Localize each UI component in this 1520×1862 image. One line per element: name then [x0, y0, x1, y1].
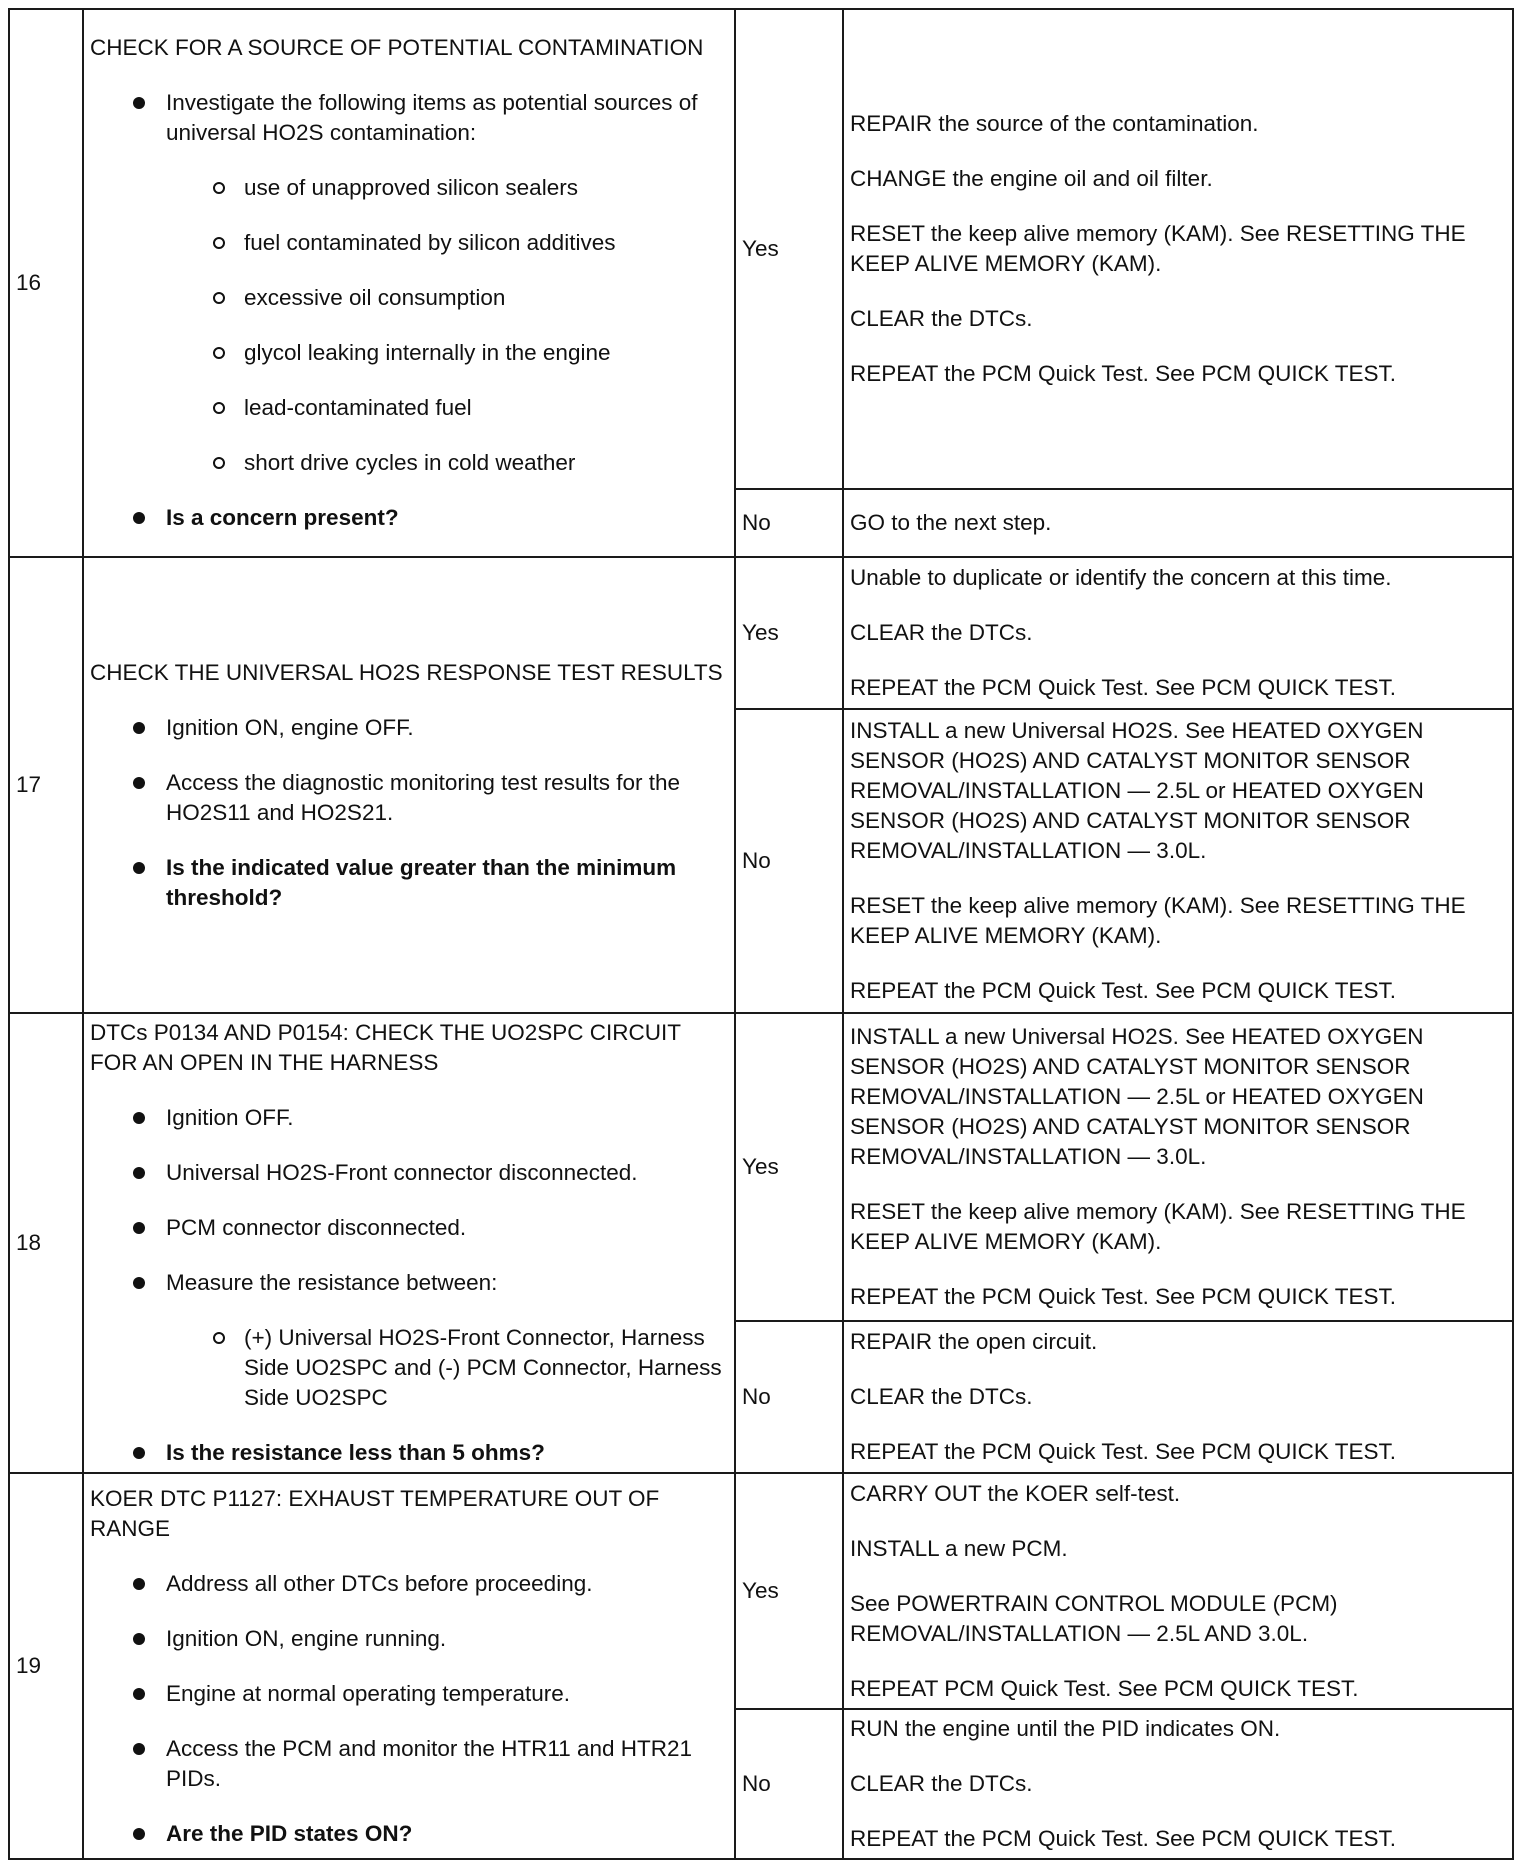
action-text: REPAIR the source of the contamination. — [850, 111, 1259, 136]
step-question: Is a concern present? — [166, 503, 728, 533]
answer-yes: Yes — [735, 9, 843, 489]
step-19-conditions — [83, 1473, 735, 1859]
action-text: REPEAT the PCM Quick Test. See PCM QUICK TEST. — [850, 1439, 1396, 1464]
action-text: Unable to duplicate or identify the concern at this time. — [850, 565, 1392, 590]
action-text: CLEAR the DTCs. — [850, 620, 1033, 645]
action-text: RESET the keep alive memory (KAM). See RESETTING THE KEEP ALIVE MEMORY (KAM). — [850, 893, 1466, 948]
step-title: CHECK FOR A SOURCE OF POTENTIAL CONTAMINATION — [90, 35, 704, 60]
action-text: CLEAR the DTCs. — [850, 306, 1033, 331]
step-title: CHECK THE UNIVERSAL HO2S RESPONSE TEST RESULTS — [90, 659, 723, 685]
action-text: REPEAT the PCM Quick Test. See PCM QUICK TEST. — [850, 675, 1396, 700]
yes-actions — [843, 1473, 1513, 1709]
step-16-conditions — [83, 9, 735, 557]
step-number: 16 — [9, 9, 83, 557]
step-16-yes-row — [9, 9, 1513, 489]
sub-item: use of unapproved silicon sealers — [244, 173, 728, 203]
step-18-yes-row — [9, 1013, 1513, 1321]
answer-no: No — [735, 709, 843, 1013]
bullet-item: Access the diagnostic monitoring test results for the HO2S11 and HO2S21. — [166, 768, 728, 828]
action-text: INSTALL a new Universal HO2S. See HEATED OXYGEN SENSOR (HO2S) AND CATALYST MONITOR SENSOR REMOVAL/INSTALLATION — 2.5L or HEATED OXYGEN SENSOR (HO2S) AND CATALYST MONITOR SENSOR REMOVAL/INSTALLATION — 3.0L. — [850, 718, 1424, 863]
step-title: DTCs P0134 AND P0154: CHECK THE UO2SPC CIRCUIT FOR AN OPEN IN THE HARNESS — [90, 1020, 681, 1075]
action-text: RUN the engine until the PID indicates ON. — [850, 1716, 1281, 1741]
bullet-item: Engine at normal operating temperature. — [166, 1679, 728, 1709]
action-text: CARRY OUT the KOER self-test. — [850, 1480, 1181, 1506]
action-text: INSTALL a new Universal HO2S. See HEATED OXYGEN SENSOR (HO2S) AND CATALYST MONITOR SENSOR REMOVAL/INSTALLATION — 2.5L or HEATED OXYGEN SENSOR (HO2S) AND CATALYST MONITOR SENSOR REMOVAL/INSTALLATION — 3.0L. — [850, 1024, 1424, 1169]
answer-no: No — [735, 1709, 843, 1859]
answer-yes: Yes — [735, 1473, 843, 1709]
action-text: CHANGE the engine oil and oil filter. — [850, 166, 1213, 191]
step-number: 18 — [9, 1013, 83, 1473]
yes-actions — [843, 557, 1513, 709]
step-question: Are the PID states ON? — [166, 1819, 728, 1849]
step-19-yes-row — [9, 1473, 1513, 1709]
no-actions — [843, 1709, 1513, 1859]
no-actions — [843, 489, 1513, 557]
step-title: KOER DTC P1127: EXHAUST TEMPERATURE OUT OF RANGE — [90, 1485, 660, 1541]
action-text: CLEAR the DTCs. — [850, 1771, 1033, 1796]
action-text: REPEAT the PCM Quick Test. See PCM QUICK TEST. — [850, 361, 1396, 386]
action-text: REPEAT the PCM Quick Test. See PCM QUICK TEST. — [850, 978, 1396, 1003]
no-actions — [843, 1321, 1513, 1473]
bullet-item: Measure the resistance between: — [166, 1268, 728, 1298]
bullet-item: PCM connector disconnected. — [166, 1213, 728, 1243]
bullet-item: Universal HO2S-Front connector disconnected. — [166, 1158, 728, 1188]
no-actions — [843, 709, 1513, 1013]
sub-item: glycol leaking internally in the engine — [244, 338, 728, 368]
step-question: Is the indicated value greater than the minimum threshold? — [166, 853, 728, 913]
action-text: REPAIR the open circuit. — [850, 1329, 1098, 1354]
sub-item: excessive oil consumption — [244, 283, 728, 313]
action-text: REPEAT the PCM Quick Test. See PCM QUICK TEST. — [850, 1826, 1396, 1851]
bullet-item: Ignition ON, engine running. — [166, 1624, 728, 1654]
step-17-yes-row — [9, 557, 1513, 709]
action-text: INSTALL a new PCM. — [850, 1535, 1068, 1561]
step-number: 17 — [9, 557, 83, 1013]
bullet-item: Access the PCM and monitor the HTR11 and HTR21 PIDs. — [166, 1734, 728, 1794]
step-number: 19 — [9, 1473, 83, 1859]
step-18-conditions — [83, 1013, 735, 1473]
bullet-item: Ignition ON, engine OFF. — [166, 713, 728, 743]
answer-yes: Yes — [735, 1013, 843, 1321]
step-17-conditions — [83, 557, 735, 1013]
sub-item: short drive cycles in cold weather — [244, 448, 728, 478]
diagnostic-table — [8, 8, 1514, 1860]
answer-yes: Yes — [735, 557, 843, 709]
action-text: RESET the keep alive memory (KAM). See RESETTING THE KEEP ALIVE MEMORY (KAM). — [850, 1199, 1466, 1254]
sub-item: (+) Universal HO2S-Front Connector, Harness Side UO2SPC and (-) PCM Connector, Harness Side UO2SPC — [244, 1323, 728, 1413]
answer-no: No — [735, 489, 843, 557]
bullet-item: Investigate the following items as potential sources of universal HO2S contamination: — [166, 88, 728, 148]
step-question: Is the resistance less than 5 ohms? — [166, 1438, 728, 1468]
action-text: REPEAT PCM Quick Test. See PCM QUICK TEST. — [850, 1675, 1359, 1701]
action-text: RESET the keep alive memory (KAM). See RESETTING THE KEEP ALIVE MEMORY (KAM). — [850, 221, 1466, 276]
sub-item: lead-contaminated fuel — [244, 393, 728, 423]
action-text: REPEAT the PCM Quick Test. See PCM QUICK TEST. — [850, 1284, 1396, 1309]
yes-actions — [843, 9, 1513, 489]
yes-actions — [843, 1013, 1513, 1321]
action-text: GO to the next step. — [850, 510, 1052, 535]
action-text: See POWERTRAIN CONTROL MODULE (PCM) REMOVAL/INSTALLATION — 2.5L AND 3.0L. — [850, 1590, 1338, 1646]
bullet-item: Ignition OFF. — [166, 1103, 728, 1133]
bullet-item: Address all other DTCs before proceeding. — [166, 1569, 728, 1599]
answer-no: No — [735, 1321, 843, 1473]
action-text: CLEAR the DTCs. — [850, 1384, 1033, 1409]
sub-item: fuel contaminated by silicon additives — [244, 228, 728, 258]
